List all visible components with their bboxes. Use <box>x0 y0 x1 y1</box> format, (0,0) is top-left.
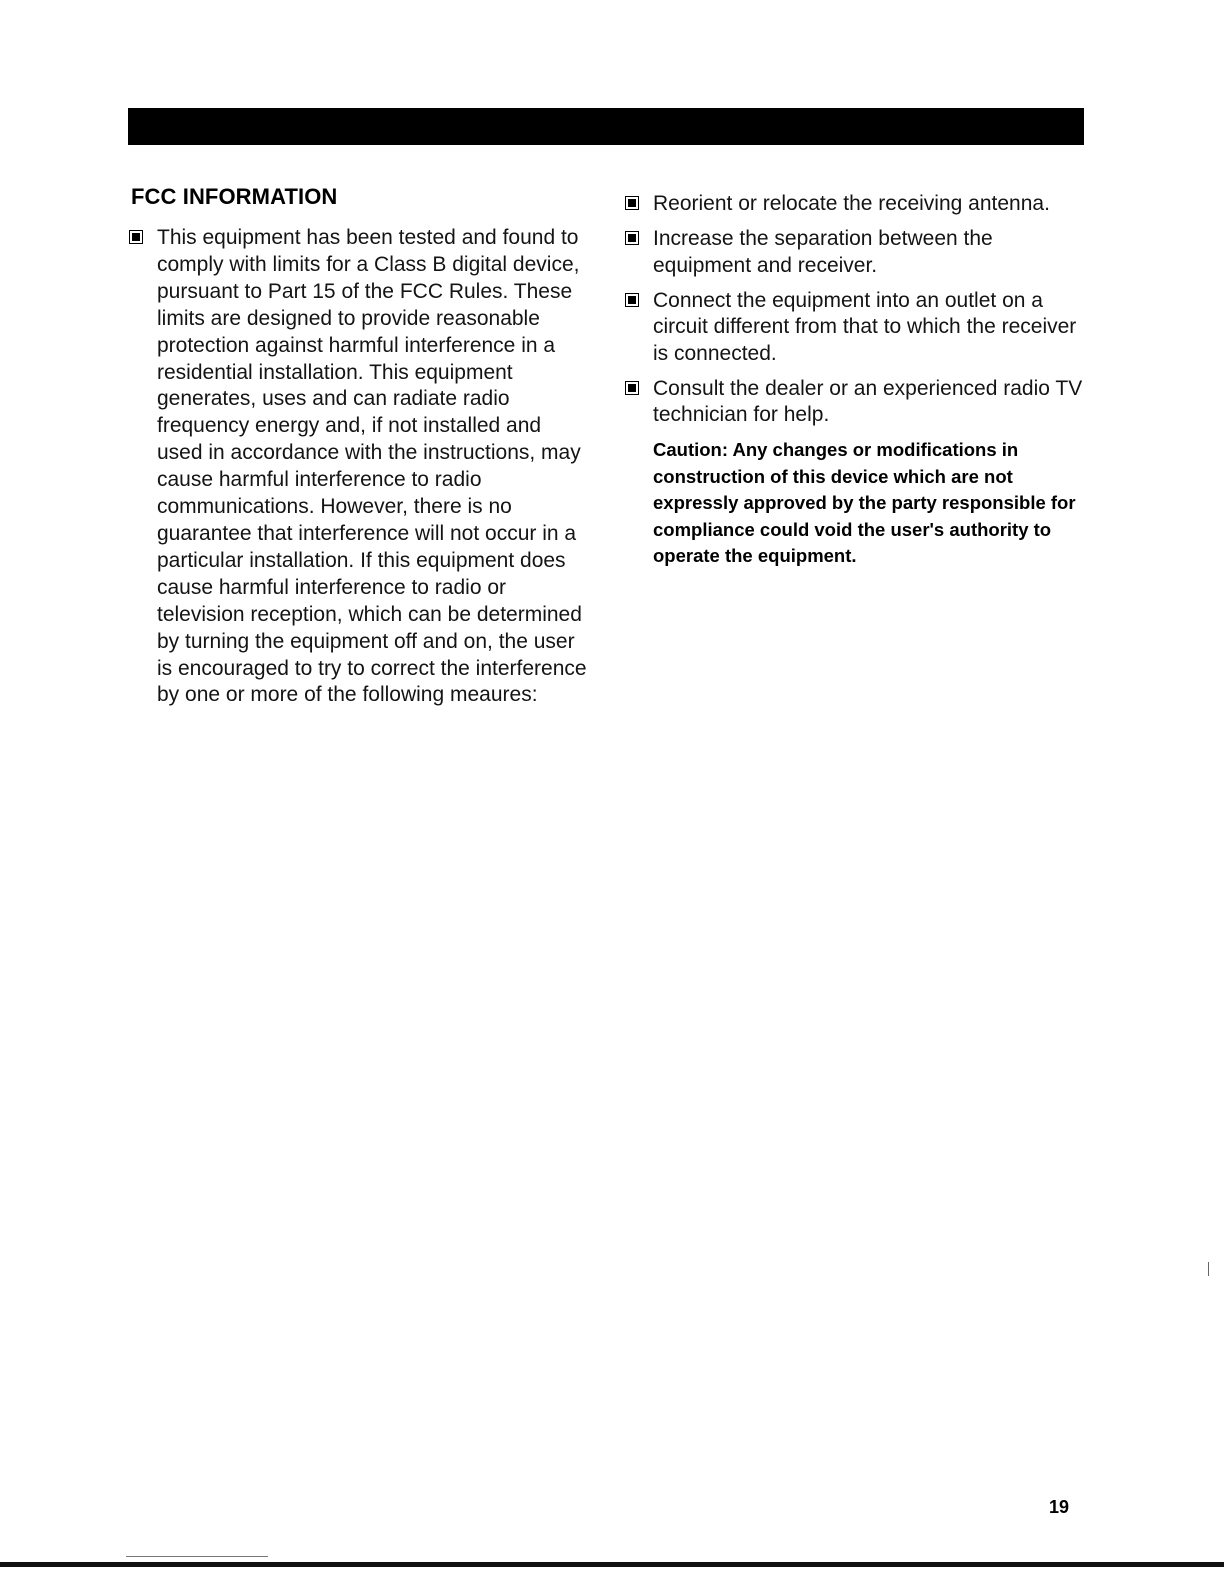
right-column <box>625 191 1095 570</box>
fcc-statement: This equipment has been tested and found to comply with limits for a Class B digital device, pursuant to Part 15 of the FCC Rules. These limits are designed to provide reasonable protection against harmful interference in a residential installation. This equipment generates, uses and can radiate radio frequency energy and, if not installed and used in accordance with the instructions, may cause harmful interference to radio communications. However, there is no guarantee that interference will not occur in a particular installation. If this equipment does cause harmful interference to radio or television reception, which can be determined by turning the equipment off and on, the user is encouraged to try to correct the interference by one or more of the following meaures: <box>157 226 587 707</box>
square-bullet-icon <box>625 381 639 395</box>
measure-text: Connect the equipment into an outlet on a circuit different from that to which the receiver is connected. <box>653 288 1077 365</box>
left-column <box>129 225 589 717</box>
section-heading: FCC INFORMATION <box>131 184 338 209</box>
caution-note: Caution: Any changes or modifications in construction of this device which are not expressly approved by the party responsible for compliance could void the user's authority to operate the equipment. <box>653 439 1076 567</box>
list-item <box>625 376 1095 429</box>
measure-text: Increase the separation between the equipment and receiver. <box>653 227 993 277</box>
measure-text: Reorient or relocate the receiving antenna. <box>653 192 1050 215</box>
page-number: 19 <box>1049 1497 1070 1517</box>
measure-text: Consult the dealer or an experienced radio TV technician for help. <box>653 376 1083 426</box>
header-bar <box>128 108 1084 145</box>
list-item <box>625 288 1095 368</box>
list-item <box>625 226 1095 279</box>
square-bullet-icon <box>625 196 639 210</box>
footer-rule-thin <box>126 1556 268 1557</box>
list-item <box>129 225 589 709</box>
scan-mark <box>1208 1262 1209 1276</box>
footer-rule <box>0 1562 1224 1567</box>
square-bullet-icon <box>129 230 143 244</box>
list-item <box>625 191 1095 218</box>
square-bullet-icon <box>625 293 639 307</box>
square-bullet-icon <box>625 231 639 245</box>
